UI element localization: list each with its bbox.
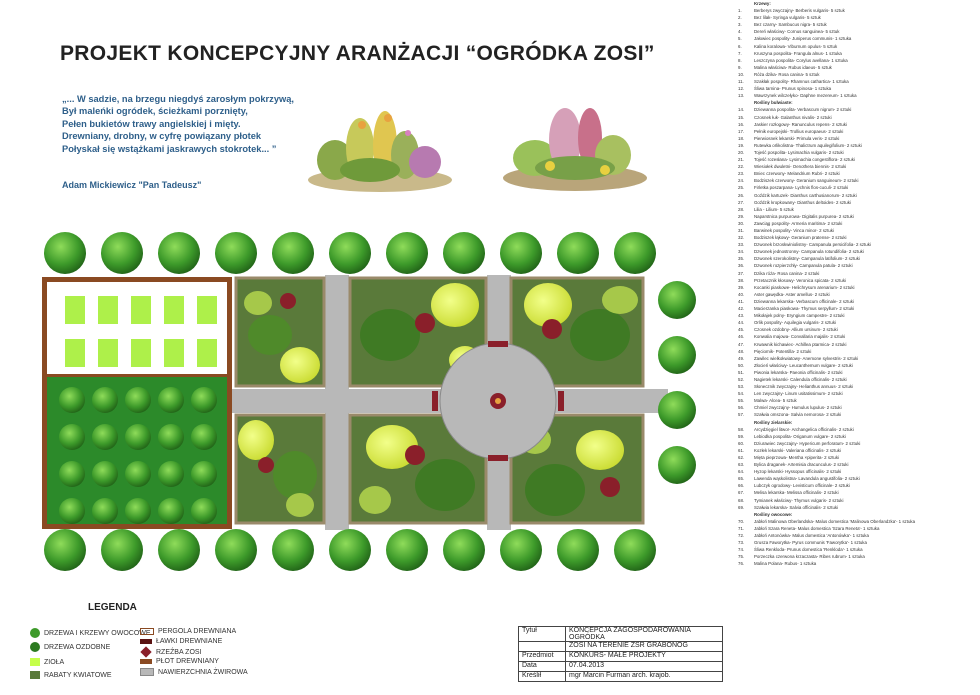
herb-bed: [164, 339, 184, 367]
tree-canopy: [215, 232, 257, 274]
plant-list-item: 55. Malwa- Alcea- 5 sztuk: [738, 398, 797, 404]
poem-line: Był maleńki ogródek, ścieżkami porznięty,: [62, 106, 248, 117]
plant-list-item: 20. Tojeść pospolita- Lysimachia vulgaris- 2 sztuki: [738, 149, 844, 155]
plant-list-item: 67. Melisa lekarska- Melissa officinalis- 2 sztuki: [738, 490, 839, 496]
herb-bed: [65, 296, 85, 324]
plant-list-item: 3. Bez czarny- Sambucus nigra- 5 sztuk: [738, 22, 827, 28]
plant-list-item: 10. Róża dzika- Rosa canina- 5 sztuk: [738, 71, 820, 77]
herb-bed: [197, 296, 217, 324]
poem-author: Adam Mickiewicz "Pan Tadeusz": [62, 180, 202, 190]
tree-canopy: [158, 232, 200, 274]
tree-canopy: [443, 232, 485, 274]
title-block-row: Tytuł KONCEPCJA ZAGOSPODAROWANIA OGRÓDKA: [519, 627, 723, 642]
herb-bed: [98, 339, 118, 367]
plant-list-item: 40. Aster gawędka- Aster amellus- 2 sztuki: [738, 291, 830, 297]
fruit-shrub: [158, 387, 184, 413]
fruit-shrub: [59, 461, 85, 487]
plant-list-heading: Rośliny owocowe:: [754, 511, 793, 517]
plant-list-item: 14. Dziewanna pospolita- Verbascum nigrum- 2 sztuki: [738, 107, 852, 113]
legend-item-flower-beds: RABATY KWIATOWE: [30, 671, 112, 679]
fruit-shrub: [158, 498, 184, 524]
title-block-row: Data 07.04.2013: [519, 662, 723, 672]
plant-list-item: 58. Arcydzięgiel litwor- Archangelica officinalis- 2 sztuki: [738, 426, 854, 432]
plant-list-item: 41. Dziewanna lekarska- Verbascum officinale- 2 sztuki: [738, 298, 854, 304]
plant-list-item: 12. Śliwa tarnina- Prunus spinosa- 1 sztuka: [738, 86, 832, 92]
plant-list-item: 50. Złocień właściwy- Leucanthemum vulgare- 2 sztuki: [738, 362, 853, 368]
title-block-row: Przedmiot KONKURS- MAŁE PROJEKTY: [519, 652, 723, 662]
tree-canopy: [215, 529, 257, 571]
plant-list-item: 60. Dziurawiec zwyczajny- Hypericum perforatum- 2 sztuki: [738, 440, 861, 446]
poem-line: Połyskał się wstążkami jaskrawych stokrotek... ”: [62, 143, 277, 154]
tree-canopy: [614, 232, 656, 274]
tree-canopy: [557, 232, 599, 274]
fruit-shrub: [92, 424, 118, 450]
wooden-bench: [558, 391, 564, 411]
plant-list-item: 52. Nagietek lekarski- Calendula officinalis- 2 sztuki: [738, 376, 847, 382]
plant-list-item: 25. Firletka poszarpana- Lychnis flos-cuculi- 2 sztuki: [738, 185, 849, 191]
fruit-shrub: [125, 387, 151, 413]
legend-item-pergola: PERGOLA DREWNIANA: [140, 628, 236, 635]
legend-item-fence: PŁOT DREWNIANY: [140, 658, 219, 665]
fruit-shrub: [59, 387, 85, 413]
plant-list-item: 30. Zawciąg pospolity- Armeria maritima- 2 sztuki: [738, 220, 843, 226]
plant-list-item: 29. Naparstnica purpurowa- Digitalis purpurea- 2 sztuki: [738, 213, 854, 219]
plant-list-item: 61. Kozłek lekarski- Valeriana officinalis- 2 sztuki: [738, 447, 841, 453]
bench-icon: [140, 639, 152, 644]
fruit-shrub: [158, 424, 184, 450]
tree-canopy: [658, 446, 696, 484]
plant-list-item: 15. Czosnek łuk- Galanthus nivalis- 2 sztuki: [738, 114, 832, 120]
page-title: PROJEKT KONCEPCYJNY ARANŻACJI “OGRÓDKA ZOSI”: [60, 42, 655, 65]
tree-canopy: [500, 529, 542, 571]
legend-item-fruit-trees: DRZEWA I KRZEWY OWOCOWE: [30, 628, 151, 638]
tree-canopy: [272, 529, 314, 571]
plant-list-item: 36. Dzwonek rozpierzchły- Campanula patula- 2 sztuki: [738, 263, 853, 269]
wooden-bench: [488, 341, 508, 347]
plant-list-item: 51. Piwonia lekarska- Paeonia officinalis- 2 sztuki: [738, 369, 843, 375]
flower-bed-sketch-right: [495, 100, 655, 195]
plant-list-item: 57. Szałwia omszona- Salvia nemorosa- 2 sztuki: [738, 412, 842, 418]
pergola-icon: [140, 628, 154, 635]
plant-list: [738, 0, 980, 568]
plant-list-item: 19. Rutewka orlikolistna- Thalictrum aquilegifolium- 2 sztuki: [738, 142, 862, 148]
fruit-shrub: [125, 498, 151, 524]
herb-bed: [98, 296, 118, 324]
plant-list-item: 1. Berberys zwyczajny- Berberis vulgaris- 5 sztuk: [738, 8, 845, 14]
plant-list-item: 22. Wiesiołek dwuletni- Oenothera biennis- 2 sztuki: [738, 164, 847, 170]
plant-list-item: 9. Malina właściwa- Rubus idaeus- 5 sztuk: [738, 64, 832, 70]
fruit-shrub: [158, 461, 184, 487]
tree-canopy: [44, 232, 86, 274]
plant-list-item: 43. Mikołajek polny- Eryngium campestre- 2 sztuki: [738, 313, 845, 319]
tree-canopy: [658, 281, 696, 319]
plant-list-item: 62. Mięta pieprzowa- Mentha ×piperita- 2 sztuki: [738, 455, 840, 460]
plant-list-item: 5. Jałowiec pospolity- Juniperus communis- 1 sztuka: [738, 36, 852, 42]
plant-list-item: 8. Leszczyna pospolita- Corylus avellana- 1 sztuka: [738, 57, 848, 63]
plant-list-item: 39. Kocanki piaskowe- Helichrysum arenarium- 2 sztuki: [738, 284, 855, 290]
plant-list-item: 49. Zawilec wielkokwiatowy- Anemone sylvestris- 2 sztuki: [738, 355, 859, 361]
plant-list-item: 66. Lubczyk ogrodowy- Levisticum officinale- 2 sztuki: [738, 483, 850, 489]
sculpture-icon: [140, 646, 151, 657]
herb-bed: [164, 296, 184, 324]
plant-list-item: 63. Bylica draganek- Artemisia dracunculus- 2 sztuki: [738, 462, 849, 468]
plant-list-item: 7. Kruszyna pospolita- Frangula alnus- 1 sztuka: [738, 50, 842, 56]
herb-bed: [131, 339, 151, 367]
tree-canopy: [386, 232, 428, 274]
plant-list-heading: Rośliny zielarskie:: [754, 419, 793, 425]
plant-list-item: 33. Dzwonek brzoskwiniolistny- Campanula persicifolia- 2 sztuki: [738, 242, 871, 248]
legend-item-gravel: NAWIERZCHNIA ŻWIROWA: [140, 668, 248, 676]
tree-canopy: [386, 529, 428, 571]
plant-list-item: 45. Czosnek ozdobny- Allium ursinum- 2 sztuki: [738, 327, 838, 333]
fruit-shrub: [92, 498, 118, 524]
fruit-shrub: [191, 498, 217, 524]
plant-list-item: 26. Goździk kartuzek- Dianthus carthusianorum- 2 sztuki: [738, 192, 857, 198]
flower-bed-panel: [236, 278, 324, 386]
tree-canopy: [500, 232, 542, 274]
plant-list-heading: Krzewy:: [754, 1, 771, 6]
plant-list-item: 6. Kalina koralowa- Viburnum opulus- 5 sztuk: [738, 43, 838, 49]
tree-canopy: [614, 529, 656, 571]
plant-list-item: 72. Jabłoń Antonówka- Malus domestica 'Antonówka'- 1 sztuka: [738, 533, 869, 539]
fruit-shrub: [125, 461, 151, 487]
gravel-icon: [140, 668, 154, 676]
herb-bed: [197, 339, 217, 367]
plant-list-item: 37. Dzika róża- Rosa canina- 2 sztuki: [738, 270, 820, 276]
plant-list-item: 16. Jaskier rozłogowy- Ranunculus repens- 2 sztuki: [738, 121, 847, 127]
poem: [62, 93, 294, 155]
legend: [30, 628, 250, 688]
plant-list-item: 56. Chmiel zwyczajny- Humulus lupulus- 2 sztuki: [738, 405, 842, 411]
flower-bed-sketch-left: [300, 100, 460, 195]
fruit-shrub: [59, 424, 85, 450]
fruit-shrub: [125, 424, 151, 450]
plant-list-item: 32. Bodziszek łąkowy- Geranium pratense- 2 sztuki: [738, 235, 847, 241]
tree-icon: [30, 628, 40, 638]
title-block: [518, 626, 723, 682]
tree-canopy: [658, 391, 696, 429]
tree-canopy: [101, 529, 143, 571]
plant-list-item: 76. Malina Polana- Rubus- 1 sztuka: [738, 561, 817, 567]
plant-list-item: 28. Lilia - Lilium- 5 sztuk: [738, 206, 794, 212]
plant-list-item: 48. Pięciornik- Potentilla- 2 sztuki: [738, 348, 812, 354]
plant-list-item: 31. Barwinek pospolity- Vinca minor- 2 sztuki: [738, 228, 834, 233]
gravel-path-vertical-left: [325, 275, 349, 530]
flower-bed-panel: [236, 415, 324, 523]
fruit-shrub: [191, 424, 217, 450]
herb-bed: [131, 296, 151, 324]
tree-canopy: [101, 232, 143, 274]
fence-icon: [140, 659, 152, 664]
poem-line: Pełen bukietów trawy angielskiej i mięty.: [62, 118, 241, 129]
fruit-shrub: [59, 498, 85, 524]
fruit-shrub: [92, 461, 118, 487]
plant-list-item: 21. Tojeść rozesłana- Lysimachia congestiflora- 2 sztuki: [738, 157, 855, 163]
plant-list-item: 75. Porzeczka czerwona krzaczasta- Ribes rubrum- 1 sztuka: [738, 554, 865, 560]
herb-bed: [65, 339, 85, 367]
site-plan: [0, 225, 735, 590]
wooden-bench: [432, 391, 438, 411]
plant-list-item: 71. Jabłoń Szara Reneta- Malus domestica 'Szara Reneta'- 1 sztuka: [738, 525, 880, 531]
plant-list-item: 44. Orlik pospolity- Aquilegia vulgaris- 2 sztuki: [738, 320, 836, 326]
poem-line: „... W sadzie, na brzegu niegdyś zarosłym pokrzywą,: [62, 94, 294, 104]
plant-list-item: 13. Wawrzynek wilczełyko- Daphne mezereum- 1 sztuka: [738, 93, 857, 99]
legend-title: LEGENDA: [88, 602, 137, 613]
tree-canopy: [557, 529, 599, 571]
plant-list-item: 4. Dereń właściwy- Cornus sanguinea- 5 sztuk: [738, 29, 840, 35]
legend-item-sculpture: RZEŹBA ZOSI: [140, 648, 202, 656]
legend-item-benches: ŁAWKI DREWNIANE: [140, 638, 222, 645]
wooden-bench: [488, 455, 508, 461]
plant-list-item: 11. Szakłak pospolity- Rhamnus cathartica- 1 sztuka: [738, 79, 849, 85]
plant-list-item: 23. Bniec czerwony- Melandrium Rubri- 2 sztuki: [738, 171, 840, 177]
plant-list-item: 64. Hyzop lekarski- Hyssopus officinalis- 2 sztuki: [738, 469, 842, 475]
plant-list-item: 17. Pełnik europejski- Trollius europaeus- 2 sztuki: [738, 128, 844, 134]
plant-list-item: 38. Przetacznik kłosowy- Veronica spicata- 2 sztuki: [738, 277, 846, 283]
plant-list-item: 73. Grusza Faworytka- Pyrus communis 'Faworytka'- 1 sztuka: [738, 540, 867, 546]
plant-list-item: 27. Goździk kropkowany- Dianthus deltoides- 2 sztuki: [738, 199, 851, 205]
plant-list-item: 34. Dzwonek jednostronny- Campanula rotundifolia- 2 sztuki: [738, 249, 864, 255]
plant-list-item: 47. Krwawnik kichawiec- Achillea ptarmica- 2 sztuki: [738, 341, 847, 347]
plant-list-item: 69. Szałwia lekarska- Salvia officinalis- 2 sztuki: [738, 504, 839, 510]
plant-list-item: 68. Tymianek właściwy- Thymus vulgaris- 2 sztuki: [738, 497, 844, 503]
plant-list-item: 70. Jabłoń Malinowa Oberlandska- Malus domestica 'Malinowa Oberlandzka'- 1 sztuka: [738, 518, 916, 524]
tree-canopy: [329, 529, 371, 571]
plant-list-item: 65. Lawenda wąskolistna- Lavandula angustifolia- 2 sztuki: [738, 476, 860, 482]
tree-canopy: [44, 529, 86, 571]
plant-list-item: 18. Pierwiosnek lekarski- Primula veris- 2 sztuki: [738, 135, 840, 141]
herb-swatch-icon: [30, 658, 40, 666]
tree-canopy: [272, 232, 314, 274]
plant-list-item: 74. Śliwa Renkloda- Prunus domestica 'Renkloda'- 1 sztuka: [738, 547, 863, 553]
tree-icon: [30, 642, 40, 652]
fruit-shrub: [191, 387, 217, 413]
plant-list-heading: Rośliny bulwiaste:: [754, 100, 793, 106]
tree-canopy: [329, 232, 371, 274]
fruit-shrub: [191, 461, 217, 487]
fruit-shrub: [92, 387, 118, 413]
plant-list-item: 42. Macierzanka piaskowa- Thymus serpyllum- 2 sztuki: [738, 306, 855, 312]
legend-item-ornamental-trees: DRZEWA OZDOBNE: [30, 642, 110, 652]
title-block-row: Kreślił mgr Marcin Furman arch. krajob.: [519, 672, 723, 682]
poem-line: Drewniany, drobny, w cyfrę powiązany płotek: [62, 131, 262, 142]
plant-list-item: 46. Konwalia majowa- Convallaria majalis- 2 sztuki: [738, 334, 846, 340]
tree-canopy: [158, 529, 200, 571]
legend-item-herbs: ZIOŁA: [30, 658, 64, 666]
tree-canopy: [658, 336, 696, 374]
plant-list-item: 54. Len zwyczajny- Linum usitatissimum- 2 sztuki: [738, 391, 843, 397]
title-block-row: ZOSI NA TERENIE ZSR GRABONOG: [519, 642, 723, 652]
plant-list-item: 35. Dzwonek szerokolistny- Campanula latifolium- 2 sztuki: [738, 256, 860, 262]
plant-list-item: 53. Słonecznik zwyczajny- Helianthus annuus- 2 sztuki: [738, 384, 854, 390]
plant-list-item: 2. Bez lilak- Syringa vulgaris- 5 sztuk: [738, 15, 821, 21]
flower-bed-swatch-icon: [30, 671, 40, 679]
plant-list-item: 59. Lebiodka pospolita- Origanum vulgare- 2 sztuki: [738, 433, 846, 439]
plant-list-item: 24. Bodziszek czerwony- Geranium sanguineum- 2 sztuki: [738, 178, 859, 184]
tree-canopy: [443, 529, 485, 571]
